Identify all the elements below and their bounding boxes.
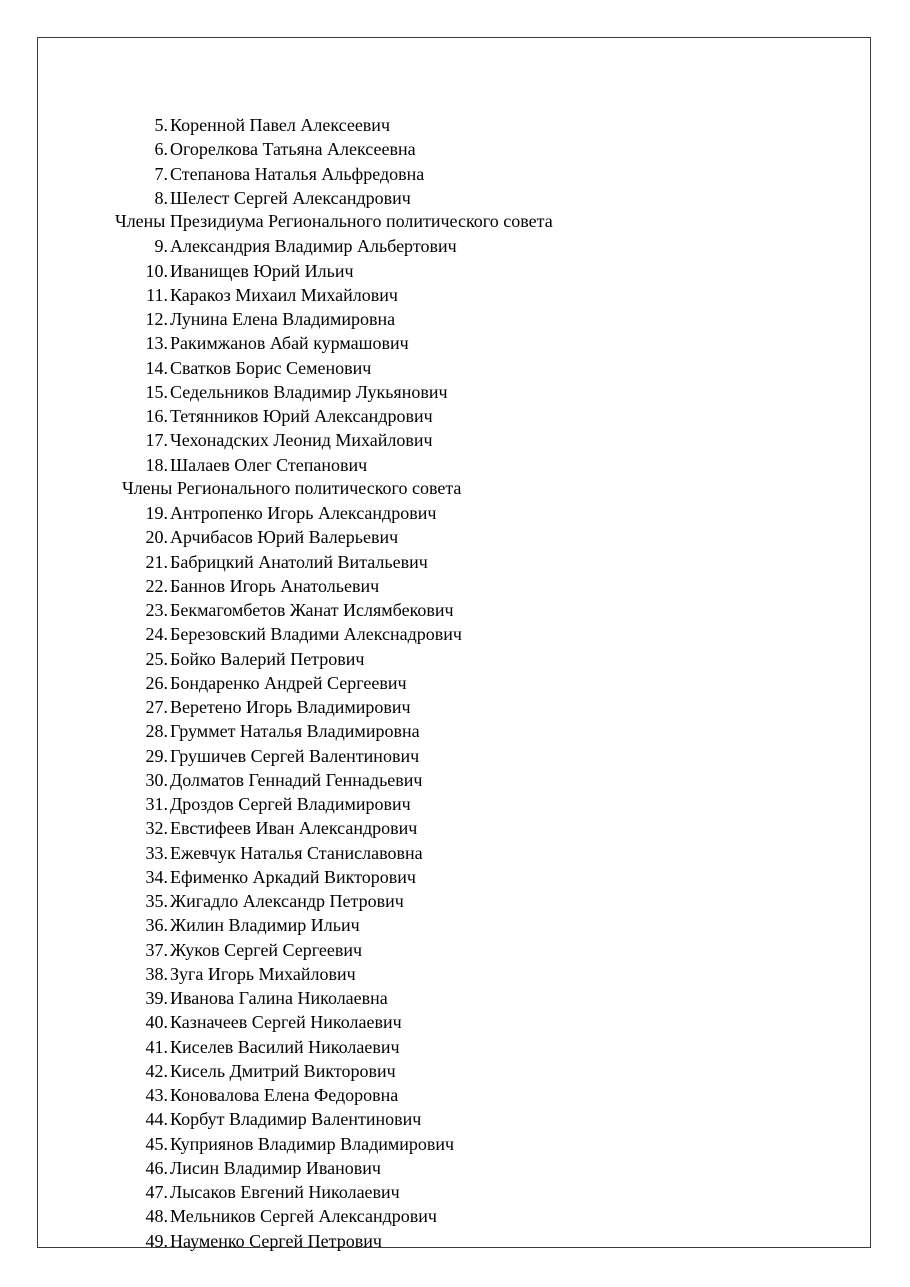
list-item-number: 36.: [145, 915, 168, 936]
list-item-name: Шалаев Олег Степанович: [170, 454, 368, 475]
list-item-name: Коновалова Елена Федоровна: [170, 1085, 399, 1105]
list-item-number: 14.: [145, 357, 168, 378]
list-item-name: Груммет Наталья Владимировна: [170, 721, 420, 742]
member-list: [38, 113, 870, 1253]
list-item: [38, 598, 870, 622]
list-item-name: Кисель Дмитрий Викторович: [170, 1060, 396, 1081]
list-item-number: 37.: [145, 939, 168, 960]
list-item-number: 25.: [145, 648, 168, 669]
list-item-number: 24.: [145, 624, 168, 645]
list-item: [38, 186, 870, 210]
list-item-number: 15.: [145, 381, 168, 402]
list-item-name: Бекмагомбетов Жанат Ислямбекович: [170, 600, 454, 620]
list-item: [38, 162, 870, 186]
list-item-name: Шелест Сергей Александрович: [170, 187, 411, 208]
list-item: [38, 719, 870, 743]
list-item-number: 20.: [145, 527, 168, 548]
list-item: [38, 744, 870, 768]
list-item: [38, 1229, 870, 1253]
list-item: [38, 889, 870, 913]
list-item-name: Лисин Владимир Иванович: [170, 1157, 381, 1178]
list-item-name: Мельников Сергей Александрович: [170, 1206, 437, 1227]
list-item-number: 43.: [145, 1085, 168, 1105]
list-item-number: 35.: [145, 891, 168, 911]
list-item-name: Коренной Павел Алексеевич: [170, 115, 390, 135]
list-item: [38, 283, 870, 307]
list-item-number: 33.: [145, 842, 168, 863]
list-item: [38, 331, 870, 355]
list-item: [38, 453, 870, 477]
list-item: [38, 1107, 870, 1131]
list-item-number: 10.: [145, 260, 168, 281]
list-item-name: Жуков Сергей Сергеевич: [170, 939, 363, 960]
list-item: [38, 816, 870, 840]
list-item-name: Казначеев Сергей Николаевич: [170, 1012, 402, 1033]
list-item-number: 26.: [145, 672, 168, 693]
list-item-number: 6.: [154, 139, 168, 160]
list-item-name: Грушичев Сергей Валентинович: [170, 745, 420, 766]
list-item-name: Зуга Игорь Михайлович: [170, 963, 356, 984]
list-item-name: Ежевчук Наталья Станиславовна: [170, 842, 423, 863]
list-item-name: Каракоз Михаил Михайлович: [170, 284, 398, 305]
list-item: [38, 1010, 870, 1034]
list-item: [38, 1083, 870, 1107]
list-item-name: Жилин Владимир Ильич: [170, 915, 360, 936]
list-item: [38, 1180, 870, 1204]
list-item-number: 44.: [145, 1109, 168, 1130]
list-item-number: 9.: [154, 236, 168, 257]
list-item: [38, 404, 870, 428]
list-item-name: Александрия Владимир Альбертович: [170, 236, 457, 257]
list-item: [38, 550, 870, 574]
list-item-number: 8.: [154, 187, 168, 208]
list-item-name: Седельников Владимир Лукьянович: [170, 381, 448, 402]
list-item-name: Корбут Владимир Валентинович: [170, 1109, 422, 1130]
list-item-number: 13.: [145, 333, 168, 354]
list-item-number: 21.: [145, 551, 168, 572]
list-item: [38, 865, 870, 889]
list-item-name: Иванищев Юрий Ильич: [170, 260, 354, 281]
list-item: [38, 137, 870, 161]
list-item-number: 12.: [145, 309, 168, 329]
list-item-number: 16.: [145, 406, 168, 426]
list-item: [38, 1035, 870, 1059]
list-item: [38, 841, 870, 865]
list-item: [38, 380, 870, 404]
section-heading-text: Члены Регионального политического совета: [122, 477, 462, 498]
list-item-name: Иванова Галина Николаевна: [170, 988, 388, 1008]
list-item-number: 46.: [145, 1157, 168, 1178]
list-item-name: Бабрицкий Анатолий Витальевич: [170, 551, 428, 572]
list-item-number: 32.: [145, 818, 168, 839]
list-item-name: Степанова Наталья Альфредовна: [170, 163, 425, 184]
list-item-number: 18.: [145, 454, 168, 475]
list-item-number: 31.: [145, 794, 168, 814]
list-item-number: 47.: [145, 1182, 168, 1202]
list-item-number: 27.: [145, 697, 168, 717]
list-item: [38, 307, 870, 331]
section-heading: [38, 210, 870, 234]
list-item-number: 45.: [145, 1133, 168, 1154]
list-item-name: Тетянников Юрий Александрович: [170, 406, 433, 426]
list-item: [38, 356, 870, 380]
list-item-name: Сватков Борис Семенович: [170, 357, 372, 378]
list-item-name: Жигадло Александр Петрович: [170, 891, 404, 911]
list-item: [38, 622, 870, 646]
list-item: [38, 647, 870, 671]
list-item: [38, 501, 870, 525]
list-item: [38, 259, 870, 283]
list-item: [38, 938, 870, 962]
list-item: [38, 1204, 870, 1228]
list-item-name: Ефименко Аркадий Викторович: [170, 866, 416, 887]
list-item: [38, 234, 870, 258]
list-item-name: Дроздов Сергей Владимирович: [170, 794, 411, 814]
list-item-name: Баннов Игорь Анатольевич: [170, 575, 380, 596]
list-item-number: 39.: [145, 988, 168, 1008]
list-item: [38, 1059, 870, 1083]
list-item-name: Евстифеев Иван Александрович: [170, 818, 418, 839]
list-item: [38, 574, 870, 598]
list-item: [38, 671, 870, 695]
section-heading-text: Члены Президиума Регионального политического совета: [115, 211, 553, 231]
list-item: [38, 1132, 870, 1156]
list-item-number: 38.: [145, 963, 168, 984]
list-item-number: 17.: [145, 430, 168, 451]
list-item-name: Науменко Сергей Петрович: [170, 1230, 382, 1251]
list-item-number: 34.: [145, 866, 168, 887]
list-item: [38, 986, 870, 1010]
list-item-name: Антропенко Игорь Александрович: [170, 503, 437, 523]
list-item-number: 23.: [145, 600, 168, 620]
list-item: [38, 525, 870, 549]
document-page: [37, 37, 871, 1251]
list-item-name: Арчибасов Юрий Валерьевич: [170, 527, 399, 548]
list-item-name: Чехонадских Леонид Михайлович: [170, 430, 433, 451]
list-item-number: 5.: [154, 115, 168, 135]
list-item-number: 30.: [145, 769, 168, 790]
list-item-name: Березовский Владими Алекснадрович: [170, 624, 462, 645]
section-heading: [38, 477, 870, 501]
list-item: [38, 792, 870, 816]
list-item-number: 49.: [145, 1230, 168, 1251]
list-item: [38, 1156, 870, 1180]
list-item-number: 28.: [145, 721, 168, 742]
list-item-number: 48.: [145, 1206, 168, 1227]
list-item-number: 29.: [145, 745, 168, 766]
list-item-number: 11.: [146, 284, 168, 305]
list-item-number: 41.: [145, 1036, 168, 1057]
list-item-name: Огорелкова Татьяна Алексеевна: [170, 139, 416, 160]
list-item: [38, 768, 870, 792]
list-item-name: Веретено Игорь Владимирович: [170, 697, 411, 717]
list-item: [38, 695, 870, 719]
list-item-number: 19.: [145, 503, 168, 523]
list-item-name: Ракимжанов Абай курмашович: [170, 333, 409, 354]
list-item: [38, 962, 870, 986]
list-item-name: Бондаренко Андрей Сергеевич: [170, 672, 407, 693]
list-item-name: Бойко Валерий Петрович: [170, 648, 365, 669]
list-item-number: 7.: [154, 163, 168, 184]
list-item-name: Долматов Геннадий Геннадьевич: [170, 769, 423, 790]
list-item-number: 22.: [145, 575, 168, 596]
list-item: [38, 428, 870, 452]
list-item-name: Куприянов Владимир Владимирович: [170, 1133, 455, 1154]
list-item-name: Лысаков Евгений Николаевич: [170, 1182, 400, 1202]
list-item: [38, 913, 870, 937]
list-item-number: 42.: [145, 1060, 168, 1081]
list-item: [38, 113, 870, 137]
list-item-name: Лунина Елена Владимировна: [170, 309, 396, 329]
list-item-name: Киселев Василий Николаевич: [170, 1036, 400, 1057]
list-item-number: 40.: [145, 1012, 168, 1033]
